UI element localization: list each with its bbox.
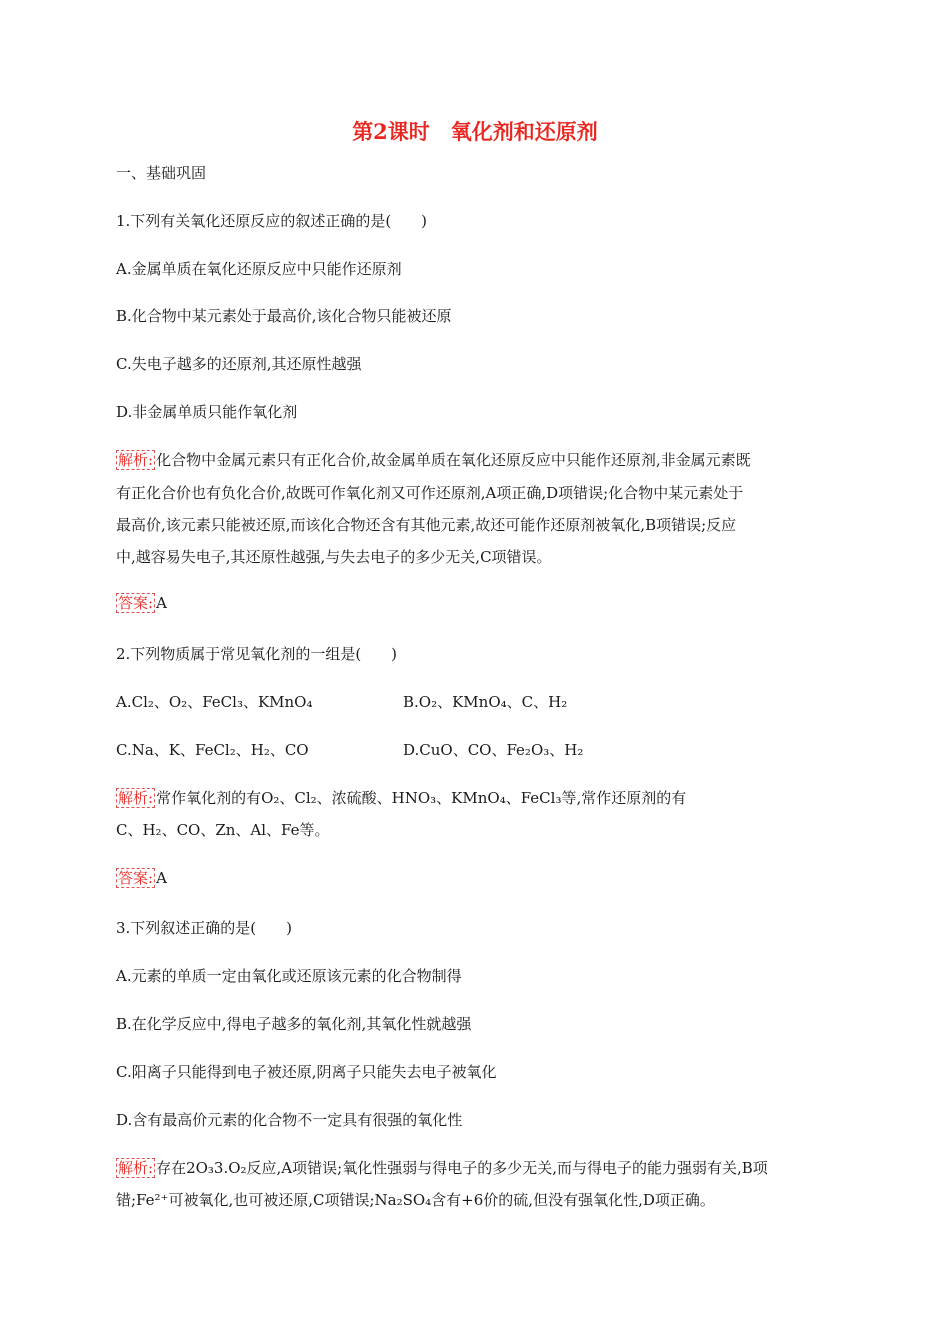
q2-option-b: B.O₂、KMnO₄、C、H₂: [403, 693, 568, 711]
q1-option-b: B.化合物中某元素处于最高价,该化合物只能被还原: [116, 307, 452, 325]
q2-answer: A: [156, 869, 167, 887]
q1-option-c: C.失电子越多的还原剂,其还原性越强: [116, 355, 362, 373]
q3-option-d: D.含有最高价元素的化合物不一定具有很强的氧化性: [116, 1111, 463, 1129]
q2-option-a: A.Cl₂、O₂、FeCl₃、KMnO₄: [116, 693, 313, 711]
q1-analysis-line: 中,越容易失电子,其还原性越强,与失去电子的多少无关,C项错误。: [116, 548, 552, 566]
q1-analysis-text: 化合物中金属元素只有正化合价,故金属单质在氧化还原反应中只能作还原剂,非金属元素既: [156, 451, 751, 469]
page-title: 第2课时 氧化剂和还原剂: [352, 119, 598, 144]
q1-option-a: A.金属单质在氧化还原反应中只能作还原剂: [116, 260, 402, 278]
q2-option-c: C.Na、K、FeCl₂、H₂、CO: [116, 741, 309, 759]
q1-analysis-line: 最高价,该元素只能被还原,而该化合物还含有其他元素,故还可能作还原剂被氧化,B项错误;反应: [116, 516, 737, 534]
q3-analysis-line: [116, 1157, 768, 1178]
q1-analysis-line: [116, 449, 751, 470]
q2-analysis-text: 常作氧化剂的有O₂、Cl₂、浓硫酸、HNO₃、KMnO₄、FeCl₃等,常作还原剂的有: [156, 789, 687, 807]
q1-stem: 1.下列有关氧化还原反应的叙述正确的是( ): [116, 212, 428, 230]
analysis-label: 解析:: [118, 1159, 154, 1177]
q2-analysis-line: C、H₂、CO、Zn、Al、Fe等。: [116, 821, 330, 839]
answer-label: 答案:: [118, 869, 154, 887]
q1-answer: A: [156, 594, 167, 612]
q2-stem: 2.下列物质属于常见氧化剂的一组是( ): [116, 645, 398, 663]
q2-analysis-line: [116, 787, 686, 808]
q1-option-d: D.非金属单质只能作氧化剂: [116, 403, 298, 421]
q3-option-b: B.在化学反应中,得电子越多的氧化剂,其氧化性就越强: [116, 1015, 472, 1033]
section-heading: 一、基础巩固: [116, 164, 207, 182]
q1-analysis-line: 有正化合价也有负化合价,故既可作氧化剂又可作还原剂,A项正确,D项错误;化合物中某元素处于: [116, 484, 744, 502]
analysis-label: 解析:: [118, 451, 154, 469]
q3-stem: 3.下列叙述正确的是( ): [116, 919, 293, 937]
q2-option-d: D.CuO、CO、Fe₂O₃、H₂: [403, 741, 584, 759]
q3-option-c: C.阳离子只能得到电子被还原,阴离子只能失去电子被氧化: [116, 1063, 497, 1081]
answer-label: 答案:: [118, 594, 154, 612]
q2-answer-line: [116, 868, 167, 888]
q3-analysis-text: 存在2O₃3.O₂反应,A项错误;氧化性强弱与得电子的多少无关,而与得电子的能力强弱有关,B项: [156, 1159, 768, 1177]
q3-option-a: A.元素的单质一定由氧化或还原该元素的化合物制得: [116, 967, 462, 985]
analysis-label: 解析:: [118, 789, 154, 807]
q1-answer-line: [116, 593, 167, 613]
q3-analysis-line: 错;Fe²⁺可被氧化,也可被还原,C项错误;Na₂SO₄含有+6价的硫,但没有强氧化性,D项正确。: [116, 1191, 715, 1209]
